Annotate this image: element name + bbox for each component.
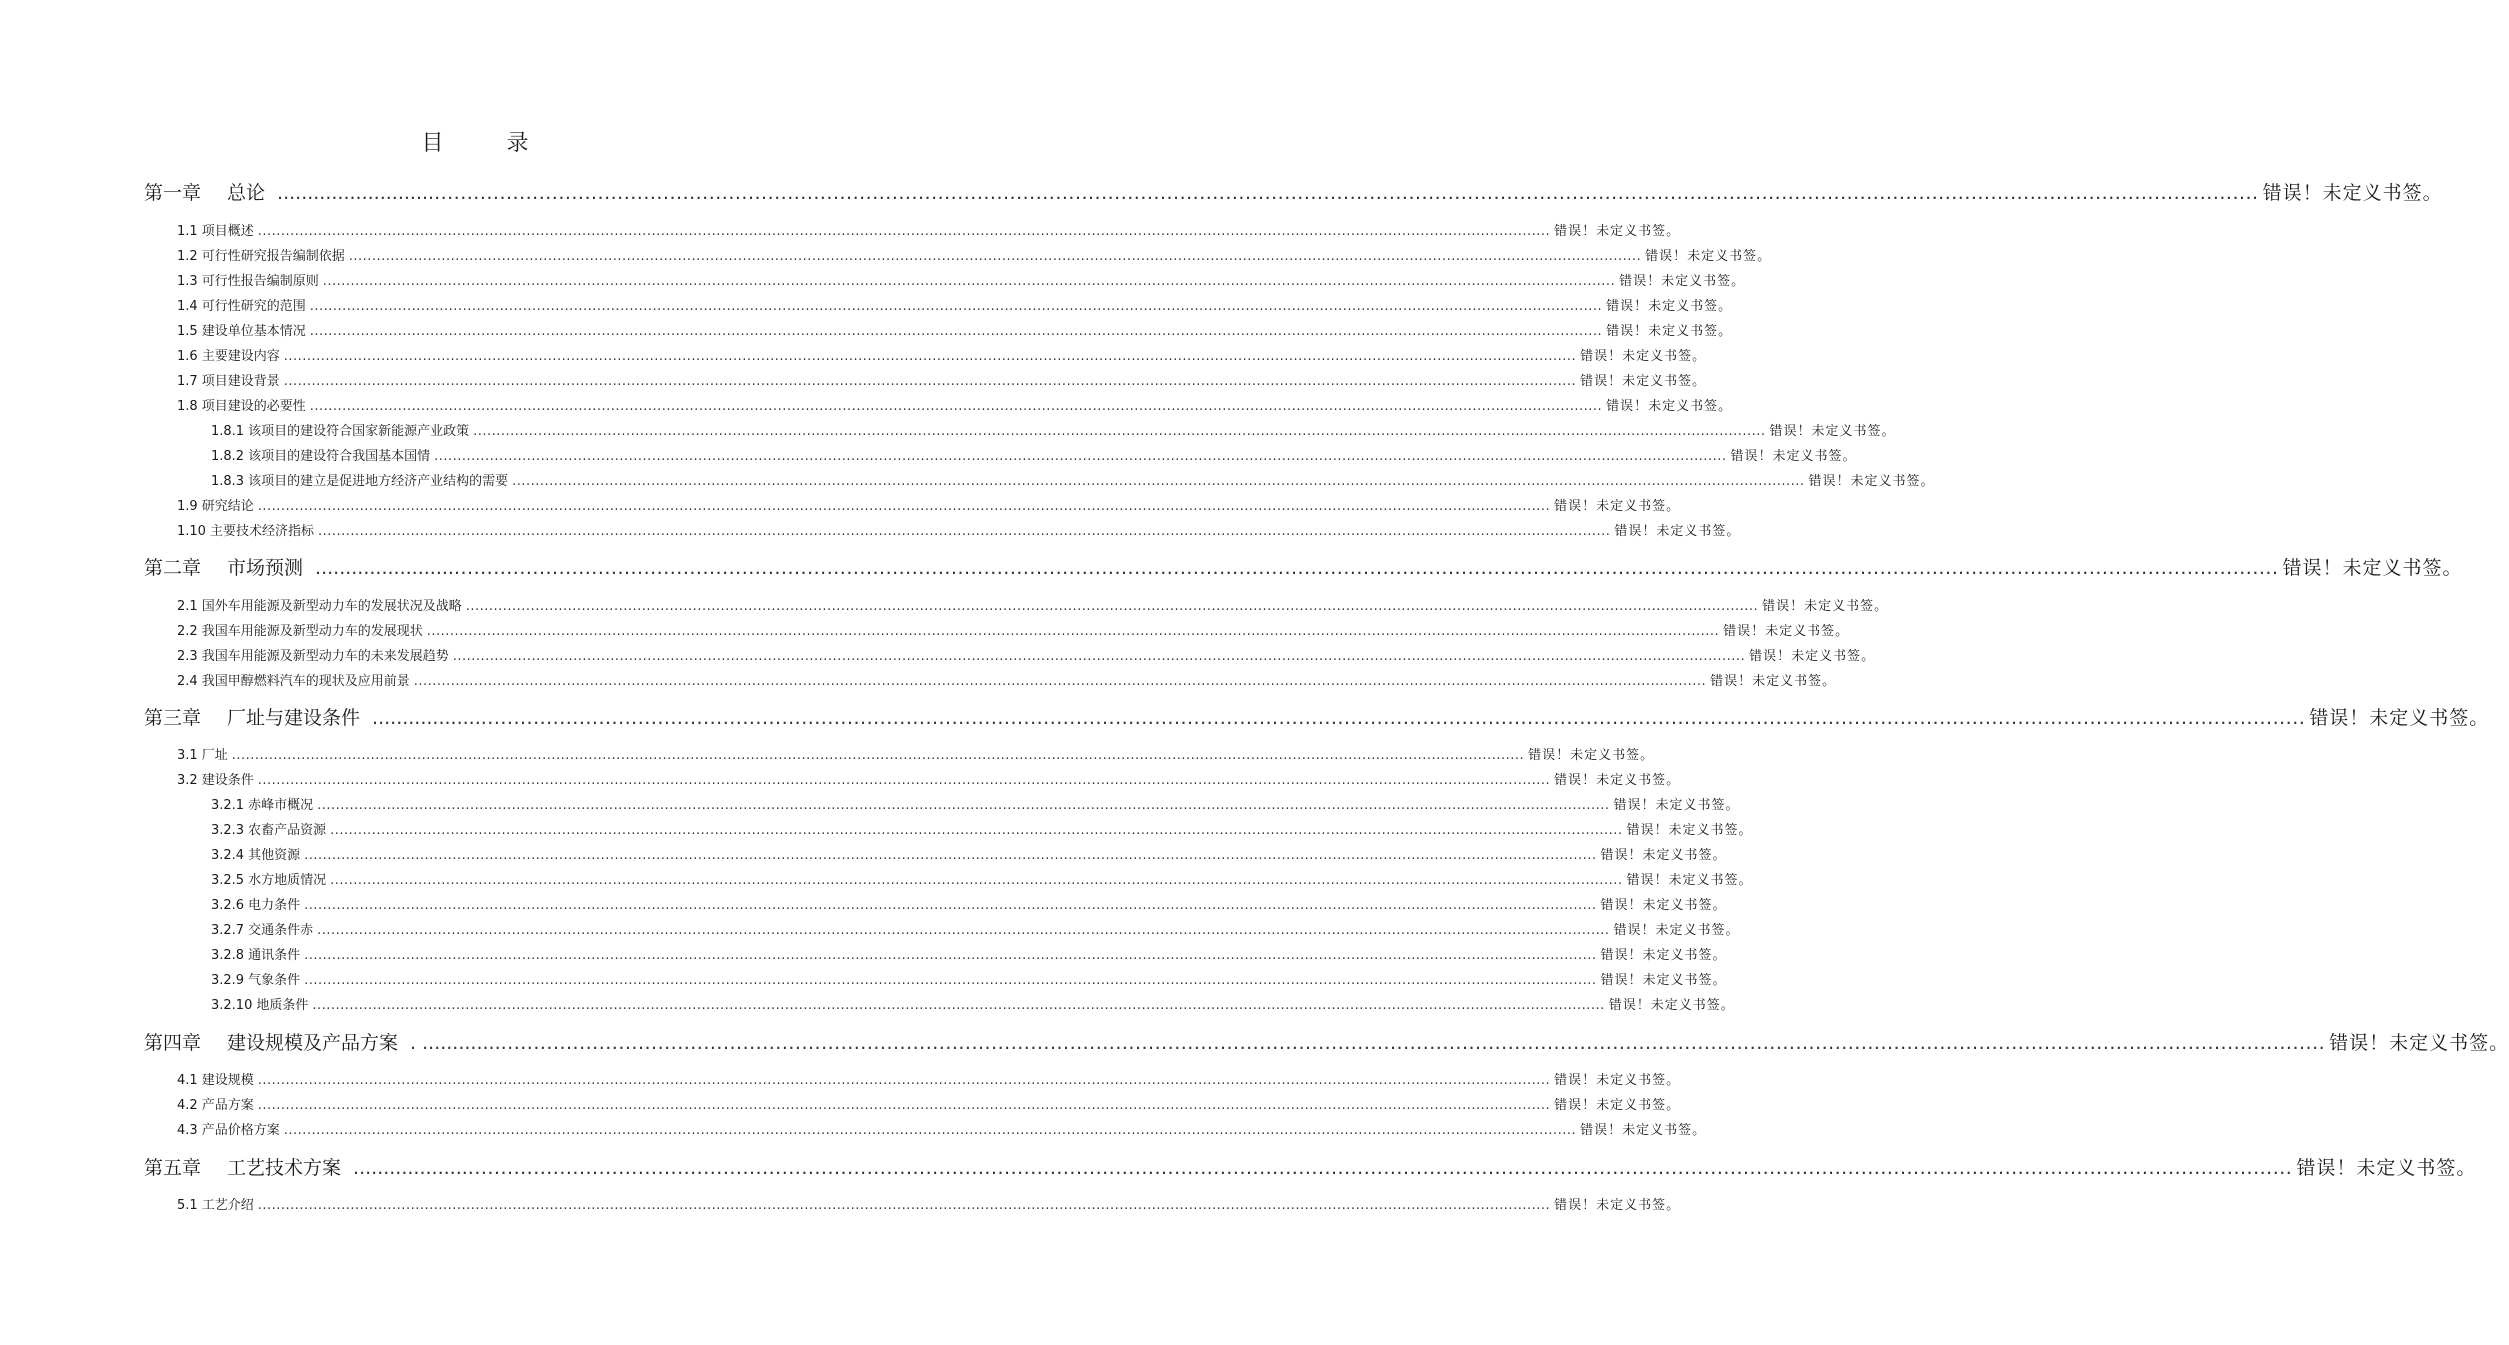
leader-dots — [310, 299, 1602, 314]
toc-subsection-label: 交通条件赤 — [248, 923, 314, 938]
page-reference: 错误！未定义书签。 — [1600, 898, 1727, 913]
toc-section-number: 1.6 — [177, 349, 198, 364]
leader-dots — [349, 249, 1641, 264]
toc-chapter-number: 第四章 — [144, 1032, 202, 1054]
toc-title: 目 录 — [421, 131, 557, 156]
leader-dots — [258, 1198, 1550, 1213]
leader-dots — [310, 324, 1602, 339]
leader-dots: ................... ..... — [353, 1157, 2292, 1179]
toc-chapter-label: 市场预测 — [227, 557, 304, 579]
page-reference: 错误！未定义书签。 — [1554, 224, 1681, 239]
leader-dots — [427, 624, 1719, 639]
toc-section[interactable] — [177, 270, 1746, 290]
page-reference: 错误！未定义书签。 — [1626, 823, 1753, 838]
toc-subsection[interactable] — [211, 919, 1740, 939]
page-reference: 错误！未定义书签。 — [1580, 374, 1707, 389]
toc-section-label: 研究结论 — [201, 499, 254, 514]
leader-dots — [310, 399, 1602, 414]
leader-dots — [304, 848, 1596, 863]
toc-section-label: 建设规模 — [201, 1073, 254, 1088]
toc-chapter[interactable] — [144, 703, 2490, 731]
toc-section[interactable] — [177, 295, 1733, 315]
toc-subsection-number: 3.2.7 — [211, 923, 245, 938]
toc-subsection-label: 该项目的建立是促进地方经济产业结构的需要 — [248, 474, 509, 489]
toc-chapter-number: 第三章 — [144, 707, 202, 729]
page-reference: 错误！未定义书签。 — [1769, 424, 1896, 439]
toc-section[interactable] — [177, 520, 1741, 540]
leader-dots — [258, 1098, 1550, 1113]
toc-subsection[interactable] — [211, 894, 1727, 914]
toc-section-number: 1.1 — [177, 224, 198, 239]
toc-section-number: 1.10 — [177, 524, 206, 539]
toc-section-label: 项目概述 — [201, 224, 254, 239]
toc-subsection-label: 通讯条件 — [248, 948, 301, 963]
toc-subsection[interactable] — [211, 944, 1727, 964]
toc-section[interactable] — [177, 220, 1681, 240]
page-reference: 错误！未定义书签。 — [1554, 773, 1681, 788]
leader-dots — [330, 823, 1622, 838]
toc-section-number: 1.7 — [177, 374, 198, 389]
toc-section-label: 主要技术经济指标 — [209, 524, 314, 539]
toc-section-number: 4.2 — [177, 1098, 198, 1113]
toc-subsection[interactable] — [211, 844, 1727, 864]
toc-subsection-number: 1.8.1 — [211, 424, 245, 439]
page-reference: 错误！未定义书签。 — [1580, 349, 1707, 364]
page-reference: 错误！未定义书签。 — [1600, 948, 1727, 963]
page-reference: 错误！未定义书签。 — [1723, 624, 1850, 639]
toc-section[interactable] — [177, 1194, 1681, 1214]
leader-dots — [304, 948, 1596, 963]
toc-subsection-label: 其他资源 — [248, 848, 301, 863]
toc-chapter-number: 第五章 — [144, 1157, 202, 1179]
leader-dots — [312, 998, 1604, 1013]
toc-section-label: 产品方案 — [201, 1098, 254, 1113]
toc-section[interactable] — [177, 345, 1707, 365]
leader-dots — [258, 773, 1550, 788]
toc-subsection-label: 气象条件 — [248, 973, 301, 988]
leader-dots — [318, 524, 1610, 539]
leader-dots: .................. ..... — [372, 707, 2305, 729]
leader-dots — [330, 873, 1622, 888]
leader-dots — [284, 374, 1576, 389]
page-reference: 错误！未定义书签。 — [2329, 1032, 2509, 1054]
leader-dots — [453, 649, 1745, 664]
toc-subsection-number: 3.2.3 — [211, 823, 245, 838]
toc-subsection[interactable] — [211, 420, 1896, 440]
leader-dots — [512, 474, 1804, 489]
toc-section[interactable] — [177, 320, 1733, 340]
leader-dots — [434, 449, 1726, 464]
toc-subsection-label: 该项目的建设符合我国基本国情 — [248, 449, 431, 464]
toc-section[interactable] — [177, 1094, 1681, 1114]
leader-dots — [304, 898, 1596, 913]
toc-section-label: 我国甲醇燃料汽车的现状及应用前景 — [201, 674, 410, 689]
toc-section-label: 可行性报告编制原则 — [201, 274, 319, 289]
toc-subsection[interactable] — [211, 969, 1727, 989]
page-reference: 错误！未定义书签。 — [1554, 1073, 1681, 1088]
toc-section-number: 1.2 — [177, 249, 198, 264]
leader-dots — [258, 224, 1550, 239]
toc-section[interactable] — [177, 370, 1707, 390]
toc-subsection-number: 3.2.5 — [211, 873, 245, 888]
page-reference: 错误！未定义书签。 — [1645, 249, 1772, 264]
toc-section-number: 1.4 — [177, 299, 198, 314]
leader-dots: . ............. ..... — [410, 1032, 2325, 1054]
leader-dots — [284, 1123, 1576, 1138]
toc-subsection-label: 电力条件 — [248, 898, 301, 913]
page-reference: 错误！未定义书签。 — [1528, 748, 1655, 763]
toc-chapter[interactable] — [144, 553, 2463, 581]
leader-dots — [232, 748, 1524, 763]
toc-subsection-label: 农畜产品资源 — [248, 823, 327, 838]
toc-section[interactable] — [177, 495, 1681, 515]
toc-section-label: 国外车用能源及新型动力车的发展状况及战略 — [201, 599, 462, 614]
toc-subsection-number: 3.2.9 — [211, 973, 245, 988]
toc-subsection[interactable] — [211, 994, 1735, 1014]
toc-chapter-label: 工艺技术方案 — [227, 1157, 342, 1179]
page-reference: 错误！未定义书签。 — [1749, 649, 1876, 664]
toc-section-number: 1.3 — [177, 274, 198, 289]
toc-section[interactable] — [177, 595, 1889, 615]
leader-dots — [466, 599, 1758, 614]
toc-subsection[interactable] — [211, 819, 1753, 839]
toc-section[interactable] — [177, 1069, 1681, 1089]
page-reference: 错误！未定义书签。 — [1606, 399, 1733, 414]
toc-section[interactable] — [177, 744, 1655, 764]
leader-dots — [317, 923, 1609, 938]
toc-chapter[interactable] — [144, 178, 2443, 206]
toc-subsection[interactable] — [211, 470, 1935, 490]
leader-dots — [317, 798, 1609, 813]
leader-dots: .......................... ..... — [277, 182, 2259, 204]
toc-section[interactable] — [177, 395, 1733, 415]
page-reference: 错误！未定义书签。 — [1606, 299, 1733, 314]
toc-section[interactable] — [177, 670, 1837, 690]
toc-subsection-label: 地质条件 — [256, 998, 309, 1013]
toc-chapter-label: 厂址与建设条件 — [227, 707, 361, 729]
toc-section-label: 产品价格方案 — [201, 1123, 280, 1138]
toc-subsection-number: 1.8.2 — [211, 449, 245, 464]
page-reference: 错误！未定义书签。 — [1580, 1123, 1707, 1138]
page-reference: 错误！未定义书签。 — [1808, 474, 1935, 489]
page-reference: 错误！未定义书签。 — [2309, 707, 2490, 729]
toc-section-label: 项目建设背景 — [201, 374, 280, 389]
toc-subsection[interactable] — [211, 445, 1857, 465]
toc-section[interactable] — [177, 1119, 1707, 1139]
page-reference: 错误！未定义书签。 — [1619, 274, 1746, 289]
leader-dots — [414, 674, 1706, 689]
toc-section-number: 1.5 — [177, 324, 198, 339]
toc-section-label: 项目建设的必要性 — [201, 399, 306, 414]
leader-dots — [323, 274, 1615, 289]
leader-dots — [258, 499, 1550, 514]
page-reference: 错误！未定义书签。 — [1554, 1198, 1681, 1213]
toc-subsection[interactable] — [211, 794, 1740, 814]
page-reference: 错误！未定义书签。 — [1762, 599, 1889, 614]
page-reference: 错误！未定义书签。 — [2296, 1157, 2477, 1179]
leader-dots — [473, 424, 1765, 439]
toc-subsection[interactable] — [211, 869, 1753, 889]
toc-section[interactable] — [177, 245, 1772, 265]
toc-chapter-label: 建设规模及产品方案 — [227, 1032, 399, 1054]
toc-section[interactable] — [177, 769, 1681, 789]
toc-section-label: 主要建设内容 — [201, 349, 280, 364]
toc-chapter-number: 第一章 — [144, 182, 202, 204]
page-reference: 错误！未定义书签。 — [1613, 798, 1740, 813]
toc-section-number: 3.1 — [177, 748, 198, 763]
page-reference: 错误！未定义书签。 — [1626, 873, 1753, 888]
toc-subsection-number: 1.8.3 — [211, 474, 245, 489]
toc-section-number: 4.3 — [177, 1123, 198, 1138]
toc-section-number: 2.2 — [177, 624, 198, 639]
toc-section-number: 2.1 — [177, 599, 198, 614]
toc-subsection-number: 3.2.4 — [211, 848, 245, 863]
page-reference: 错误！未定义书签。 — [1614, 524, 1741, 539]
toc-section-label: 厂址 — [201, 748, 228, 763]
page-reference: 错误！未定义书签。 — [1600, 848, 1727, 863]
toc-subsection-number: 3.2.8 — [211, 948, 245, 963]
page-reference: 错误！未定义书签。 — [2282, 557, 2463, 579]
page-reference: 错误！未定义书签。 — [2262, 182, 2443, 204]
page-reference: 错误！未定义书签。 — [1554, 1098, 1681, 1113]
toc-chapter[interactable] — [144, 1028, 2509, 1056]
toc-section-label: 建设单位基本情况 — [201, 324, 306, 339]
toc-subsection-label: 该项目的建设符合国家新能源产业政策 — [248, 424, 470, 439]
page-reference: 错误！未定义书签。 — [1554, 499, 1681, 514]
toc-chapter-number: 第二章 — [144, 557, 202, 579]
page-reference: 错误！未定义书签。 — [1608, 998, 1735, 1013]
toc-section-label: 工艺介绍 — [201, 1198, 254, 1213]
toc-subsection-number: 3.2.10 — [211, 998, 253, 1013]
toc-section-label: 我国车用能源及新型动力车的发展现状 — [201, 624, 423, 639]
toc-section-number: 1.9 — [177, 499, 198, 514]
toc-subsection-label: 赤峰市概况 — [248, 798, 314, 813]
toc-chapter-label: 总论 — [227, 182, 266, 204]
toc-section-number: 5.1 — [177, 1198, 198, 1213]
page-reference: 错误！未定义书签。 — [1606, 324, 1733, 339]
toc-section-label: 建设条件 — [201, 773, 254, 788]
leader-dots: ....................... ..... — [315, 557, 2278, 579]
page-reference: 错误！未定义书签。 — [1730, 449, 1857, 464]
page-reference: 错误！未定义书签。 — [1613, 923, 1740, 938]
toc-section-label: 可行性研究报告编制依据 — [201, 249, 345, 264]
toc-section-label: 我国车用能源及新型动力车的未来发展趋势 — [201, 649, 449, 664]
leader-dots — [304, 973, 1596, 988]
toc-section-number: 2.4 — [177, 674, 198, 689]
toc-section-number: 1.8 — [177, 399, 198, 414]
toc-section[interactable] — [177, 645, 1876, 665]
toc-subsection-label: 水方地质情况 — [248, 873, 327, 888]
page-reference: 错误！未定义书签。 — [1710, 674, 1837, 689]
toc-subsection-number: 3.2.6 — [211, 898, 245, 913]
toc-section-number: 3.2 — [177, 773, 198, 788]
toc-subsection-number: 3.2.1 — [211, 798, 245, 813]
toc-chapter[interactable] — [144, 1153, 2477, 1181]
leader-dots — [258, 1073, 1550, 1088]
toc-section-number: 2.3 — [177, 649, 198, 664]
leader-dots — [284, 349, 1576, 364]
toc-section-number: 4.1 — [177, 1073, 198, 1088]
page-reference: 错误！未定义书签。 — [1600, 973, 1727, 988]
toc-section-label: 可行性研究的范围 — [201, 299, 306, 314]
toc-section[interactable] — [177, 620, 1850, 640]
